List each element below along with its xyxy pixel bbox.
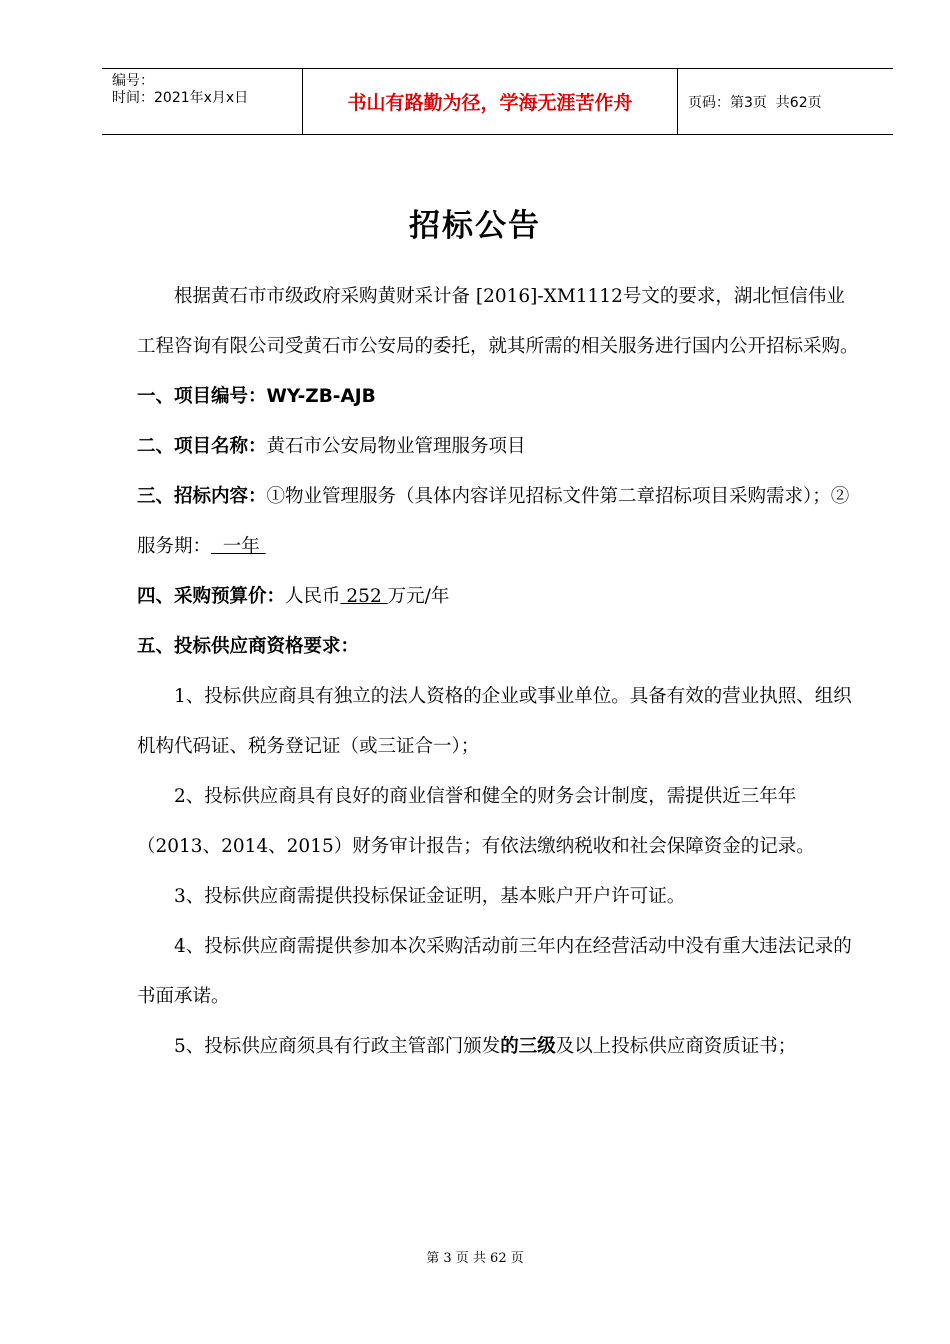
- section-label: 二、项目名称：: [137, 436, 267, 457]
- header-motto: 书山有路勤为径，学海无涯苦作舟: [303, 69, 678, 134]
- section-label: 三、招标内容：: [137, 486, 267, 507]
- budget-prefix: 人民币: [285, 586, 341, 607]
- document-title: 招标公告: [409, 208, 541, 244]
- section-project-number: [137, 372, 861, 422]
- requirement-text: 5、投标供应商须具有行政主管部门颁发: [174, 1036, 501, 1057]
- section-project-name: [137, 422, 861, 472]
- project-name: 黄石市公安局物业管理服务项目: [266, 436, 526, 457]
- section-label: 一、项目编号：: [137, 386, 267, 407]
- project-number: WY-ZB-AJB: [266, 386, 376, 407]
- requirement-item: 4、投标供应商需提供参加本次采购活动前三年内在经营活动中没有重大违法记录的书面承诺。: [137, 936, 852, 1007]
- section-qualifications: 五、投标供应商资格要求：: [137, 636, 360, 657]
- section-label: 四、采购预算价：: [137, 586, 286, 607]
- budget-suffix: 万元/年: [387, 586, 450, 607]
- qualification-level: 的三级: [500, 1036, 556, 1057]
- page-header: [102, 68, 893, 135]
- requirement-item: 1、投标供应商具有独立的法人资格的企业或事业单位。具备有效的营业执照、组织机构代码证、税务登记证（或三证合一）；: [137, 686, 852, 757]
- budget-amount: 252: [340, 586, 388, 607]
- document-body: [137, 272, 861, 1072]
- service-period: 一年: [211, 536, 266, 557]
- header-page-info: 页码：第3页 共62页: [688, 94, 822, 111]
- tender-content: ①物业管理服务（具体内容详见招标文件第二章招标项目采购需求）；②服务期：: [137, 486, 850, 557]
- section-tender-content: [137, 472, 861, 572]
- header-meta: [102, 69, 303, 134]
- section-budget: [137, 572, 861, 622]
- document-date: 时间：2021年x月x日: [112, 90, 249, 106]
- requirement-text: 及以上投标供应商资质证书；: [555, 1036, 797, 1057]
- requirement-item: [137, 1022, 861, 1072]
- intro-paragraph: 根据黄石市市级政府采购黄财采计备 [2016]-XM1112号文的要求，湖北恒信伟业工程咨询有限公司受黄石市公安局的委托，就其所需的相关服务进行国内公开招标采购。: [137, 286, 859, 357]
- requirement-item: 2、投标供应商具有良好的商业信誉和健全的财务会计制度，需提供近三年年（2013、2014、2015）财务审计报告；有依法缴纳税收和社会保障资金的记录。: [137, 786, 815, 857]
- document-number-label: 编号：: [112, 73, 154, 89]
- page-footer: 第 3 页 共 62 页: [426, 1251, 524, 1266]
- requirement-item: 3、投标供应商需提供投标保证金证明，基本账户开户许可证。: [174, 886, 686, 907]
